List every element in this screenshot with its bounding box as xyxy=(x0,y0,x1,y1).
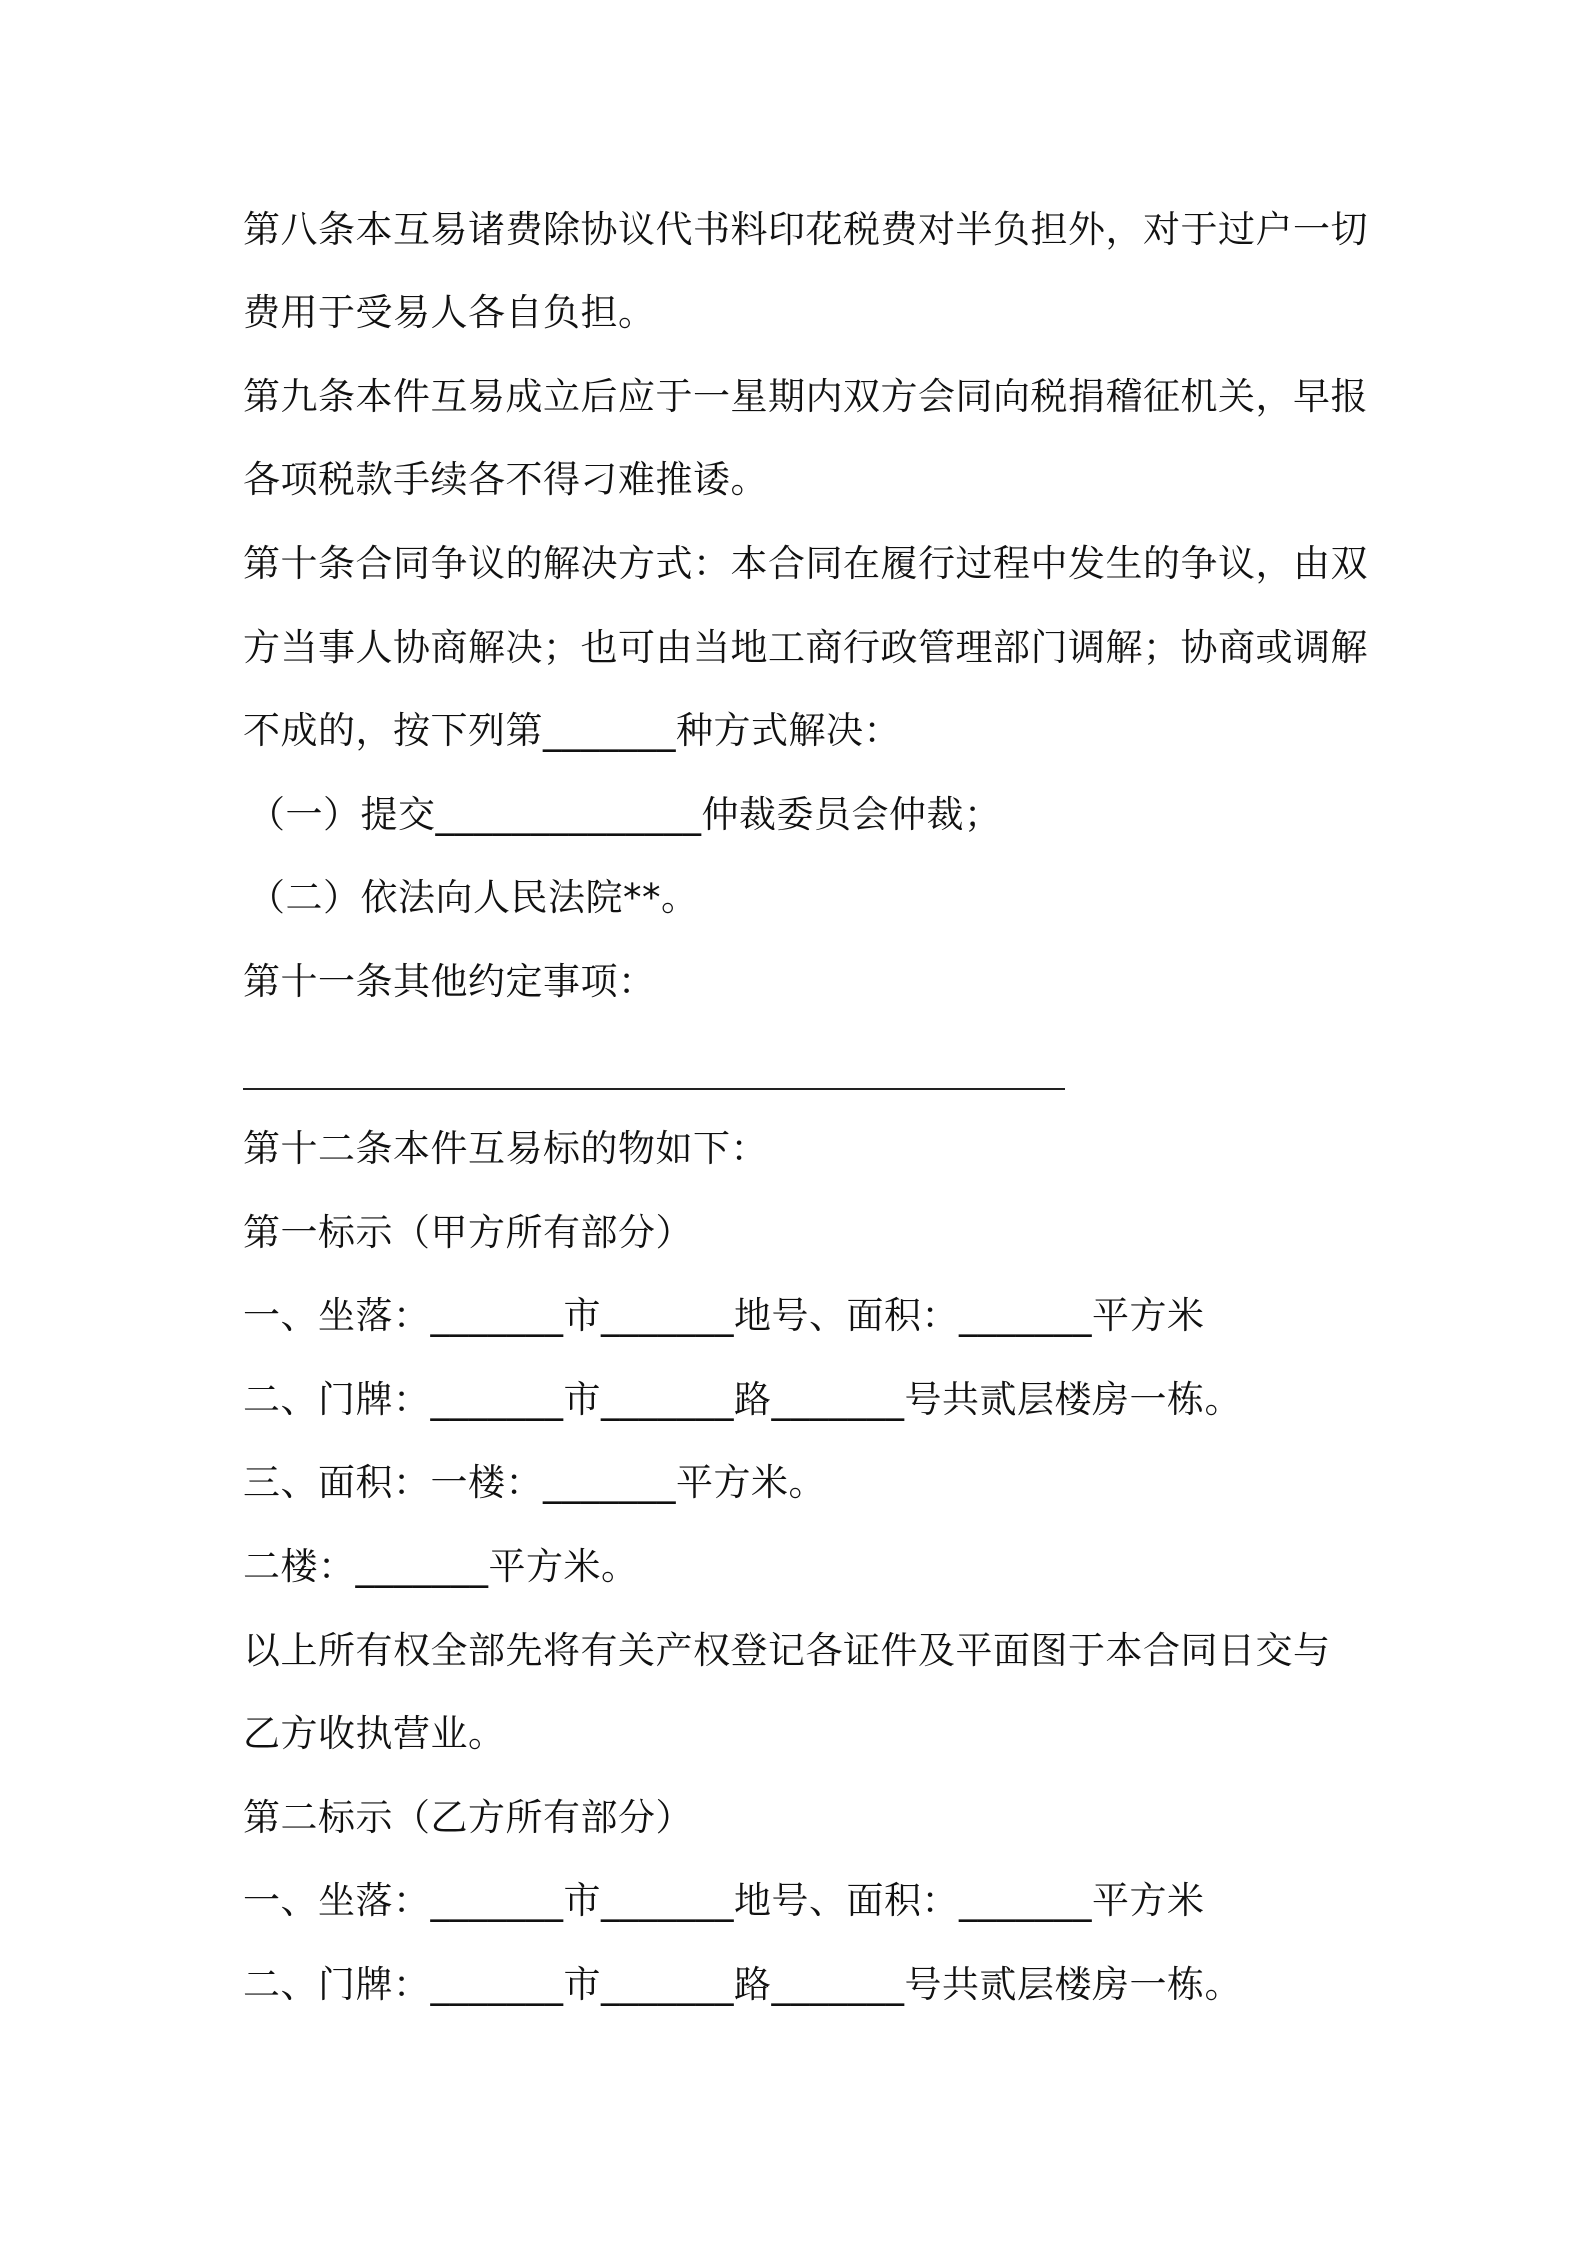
option-two: （二）依法向人民法院**。 xyxy=(248,876,699,919)
second-schedule-door-plate: 二、门牌：_______市_______路_______号共贰层楼房一栋。 xyxy=(243,1963,1242,2006)
clause-9-line-2: 各项税款手续各不得刁难推诿。 xyxy=(243,458,768,501)
first-schedule-area-floor-2: 二楼：_______平方米。 xyxy=(243,1545,639,1588)
clause-10-line-3: 不成的，按下列第_______种方式解决： xyxy=(243,709,901,752)
first-schedule-door-plate: 二、门牌：_______市_______路_______号共贰层楼房一栋。 xyxy=(243,1378,1242,1421)
second-schedule-heading: 第二标示（乙方所有部分） xyxy=(243,1796,693,1839)
first-schedule-heading: 第一标示（甲方所有部分） xyxy=(243,1211,693,1254)
clause-8-line-1: 第八条本互易诸费除协议代书料印花税费对半负担外，对于过户一切 xyxy=(243,208,1368,251)
clause-10-line-1: 第十条合同争议的解决方式：本合同在履行过程中发生的争议，由双 xyxy=(243,542,1368,585)
option-one: （一）提交______________仲裁委员会仲裁； xyxy=(248,793,1002,836)
clause-10-line-2: 方当事人协商解决；也可由当地工商行政管理部门调解；协商或调解 xyxy=(243,626,1368,669)
blank-fill-line xyxy=(243,1088,1065,1090)
second-schedule-location: 一、坐落：_______市_______地号、面积：_______平方米 xyxy=(243,1879,1205,1922)
clause-9-line-1: 第九条本件互易成立后应于一星期内双方会同向税捐稽征机关，早报 xyxy=(243,375,1368,418)
clause-11: 第十一条其他约定事项： xyxy=(243,960,656,1003)
ownership-note-line-2: 乙方收执营业。 xyxy=(243,1712,506,1755)
ownership-note-line-1: 以上所有权全部先将有关产权登记各证件及平面图于本合同日交与 xyxy=(243,1629,1331,1672)
first-schedule-area-floor-1: 三、面积：一楼：_______平方米。 xyxy=(243,1461,826,1504)
clause-8-line-2: 费用于受易人各自负担。 xyxy=(243,291,656,334)
clause-12: 第十二条本件互易标的物如下： xyxy=(243,1127,768,1170)
first-schedule-location: 一、坐落：_______市_______地号、面积：_______平方米 xyxy=(243,1294,1205,1337)
